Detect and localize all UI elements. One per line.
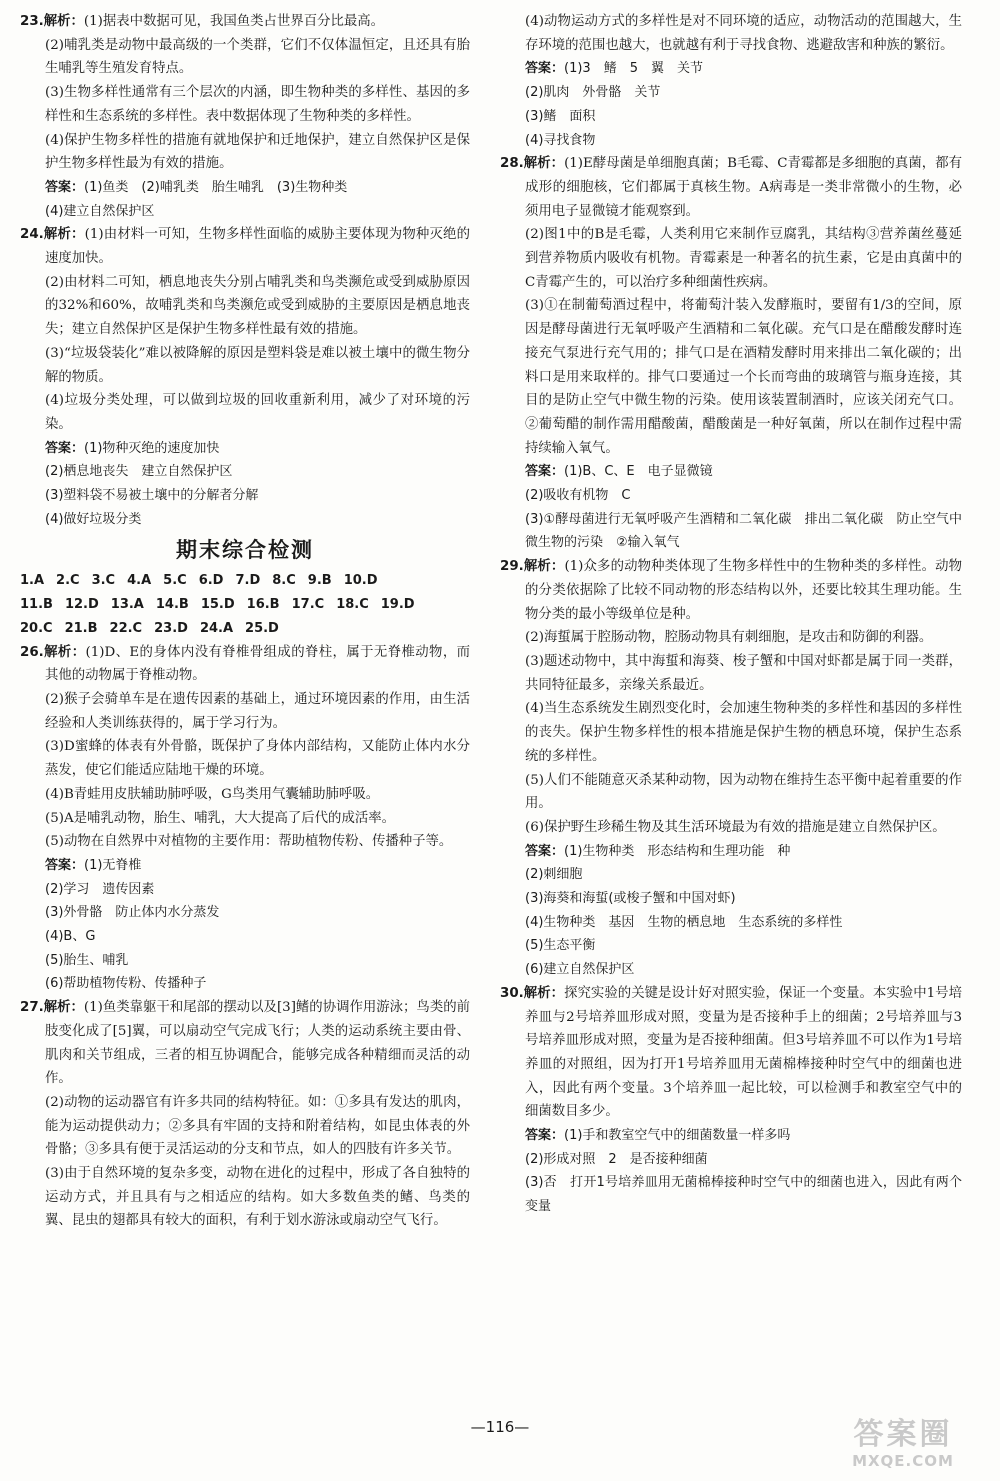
analysis-text: (2)猴子会骑单车是在遗传因素的基础上，通过环境因素的作用，由生活经验和人类训练获得的，属于学习行为。 [45, 691, 470, 731]
analysis-text: 探究实验的关键是设计好对照实验，保证一个变量。本实验中1号培养皿与2号培养皿形成对照，变量为是否接种手上的细菌；2号培养皿与3号培养皿形成对照，变量为是否接种细菌。但3号培养皿不可以作为1号培养皿的对照组，因为打开1号培养皿用无菌棉棒接种时空气中的细菌也进入，因此有两个变量。3个培养皿一起比较，可以检测手和教室空气中的细菌数目多少。 [525, 985, 962, 1120]
mc-answer: 14.B [155, 597, 189, 613]
watermark-text: 答案圈 [853, 1417, 953, 1452]
answer-label: 答案： [525, 1128, 565, 1144]
answer-text: (1)鱼类 (2)哺乳类 胎生哺乳 (3)生物种类 [84, 179, 348, 195]
analysis-text: (1)据表中数据可见，我国鱼类占世界百分比最高。 [83, 14, 385, 29]
analysis-text: (5)人们不能随意灭杀某种动物，因为动物在维持生态平衡中起着重要的作用。 [525, 772, 962, 812]
analysis-text: (2)海蜇属于腔肠动物，腔肠动物具有刺细胞，是攻击和防御的利器。 [525, 630, 933, 646]
analysis-label: 解析： [523, 559, 565, 575]
answer-label: 答案： [525, 464, 565, 480]
answer-text: (3)①酵母菌进行无氧呼吸产生酒精和二氧化碳 排出二氧化碳 防止空气中微生物的污染 ②输入氧气 [525, 511, 962, 551]
answer-text: (1)生物种类 形态结构和生理功能 种 [564, 843, 791, 859]
question-number: 28. [500, 156, 524, 172]
answer-text: (2)肌肉 外骨骼 关节 [525, 85, 661, 101]
answer-label: 答案： [45, 440, 85, 456]
mc-answer: 6.D [198, 573, 224, 589]
multiple-choice-answers-row-1 [20, 569, 470, 593]
analysis-text: (1)鱼类靠躯干和尾部的摆动以及[3]鳍的协调作用游泳；鸟类的前肢变化成了[5]翼，可以扇动空气完成飞行；人类的运动系统主要由骨、肌肉和关节组成，三者的相互协调配合，能够完成各种精细而灵活的动作。 [45, 1000, 470, 1087]
mc-answer: 25.D [245, 620, 279, 636]
mc-answer: 15.D [200, 597, 235, 613]
answer-text: (1)B、C、E 电子显微镜 [564, 464, 713, 480]
answer-text: (2)刺细胞 [525, 867, 583, 883]
analysis-text: (3)由于自然环境的复杂多变，动物在进化的过程中，形成了各自独特的运动方式，并且具有与之相适应的结构。如大多数鱼类的鳍、鸟类的翼、昆虫的翅都具有较大的面积，有利于划水游泳或扇动空气飞行。 [45, 1166, 470, 1229]
question-28 [500, 152, 962, 555]
question-number: 26. [20, 644, 44, 660]
mc-answer: 7.D [235, 573, 261, 589]
mc-answer: 13.A [110, 597, 144, 613]
analysis-label: 解析： [43, 14, 84, 29]
answer-text: (3)海葵和海蜇(或梭子蟹和中国对虾) [525, 891, 736, 907]
mc-answer: 19.D [380, 597, 415, 613]
answer-text: (3)外骨骼 防止体内水分蒸发 [45, 905, 220, 921]
analysis-text: (1)D、E的身体内没有脊椎骨组成的脊柱，属于无脊椎动物，而其他的动物属于脊椎动物。 [45, 644, 471, 684]
answer-text: (1)手和教室空气中的细菌数量一样多吗 [564, 1128, 791, 1144]
mc-answer: 21.B [64, 620, 98, 636]
mc-answer: 9.B [307, 573, 332, 589]
analysis-text: (4)保护生物多样性的措施有就地保护和迁地保护，建立自然保护区是保护生物多样性最为有效的措施。 [45, 132, 470, 172]
mc-answer: 4.A [127, 573, 152, 589]
answer-text: (2)栖息地丧失 建立自然保护区 [45, 464, 233, 480]
mc-answer: 11.B [20, 597, 53, 613]
analysis-text: (1)由材料一可知，生物多样性面临的威胁主要体现为物种灭绝的速度加快。 [45, 227, 471, 267]
section-title: 期末综合检测 [176, 538, 314, 563]
answer-label: 答案： [525, 61, 565, 77]
analysis-text: (3)D蜜蜂的体表有外骨骼，既保护了身体内部结构，又能防止体内水分蒸发，使它们能适应陆地干燥的环境。 [45, 739, 470, 779]
question-27-continued [500, 10, 962, 152]
analysis-text: (6)保护野生珍稀生物及其生活环境最为有效的措施是建立自然保护区。 [525, 819, 946, 835]
analysis-label: 解析： [523, 985, 565, 1001]
question-number: 27. [20, 1000, 44, 1016]
answer-text: (4)寻找食物 [525, 132, 596, 148]
answer-text: (5)生态平衡 [525, 938, 596, 954]
analysis-label: 解析： [43, 227, 85, 243]
analysis-text: (5)A是哺乳动物，胎生、哺乳，大大提高了后代的成活率。 [45, 810, 396, 826]
analysis-text: (3)题述动物中，其中海蜇和海葵、梭子蟹和中国对虾都是属于同一类群，共同特征最多，亲缘关系最近。 [525, 653, 962, 693]
analysis-text: (2)由材料二可知，栖息地丧失分别占哺乳类和鸟类濒危或受到威胁原因的32%和60%，故哺乳类和鸟类濒危或受到威胁的主要原因是栖息地丧失；建立自然保护区是保护生物多样性最有效的措施。 [45, 274, 470, 338]
answer-text: (6)帮助植物传粉、传播种子 [45, 976, 207, 992]
mc-answer: 10.D [343, 573, 378, 589]
analysis-text: (3)生物多样性通常有三个层次的内涵，即生物种类的多样性、基因的多样性和生态系统的多样性。表中数据体现了生物种类的多样性。 [45, 85, 470, 124]
analysis-text: (4)B青蛙用皮肤辅助肺呼吸，G鸟类用气囊辅助肺呼吸。 [45, 786, 380, 802]
answer-text: (3)否 打开1号培养皿用无菌棉棒接种时空气中的细菌也进入，因此有两个变量 [525, 1175, 962, 1215]
analysis-text: (1)E酵母菌是单细胞真菌；B毛霉、C青霉都是多细胞的真菌，都有成形的细胞核，它们都属于真核生物。A病毒是一类非常微小的生物，必须用电子显微镜才能观察到。 [525, 156, 963, 219]
answer-label: 答案： [45, 857, 85, 873]
mc-answer: 20.C [20, 620, 53, 636]
answer-label: 答案： [525, 843, 565, 859]
answer-text: (6)建立自然保护区 [525, 962, 635, 978]
analysis-text: (4)当生态系统发生剧烈变化时，会加速生物种类的多样性和基因的多样性的丧失。保护生物多样性的根本措施是保护生物的栖息环境，保护生态系统的多样性。 [525, 701, 962, 764]
answer-text: (3)鳍 面积 [525, 108, 596, 124]
answer-text: (2)学习 遗传因素 [45, 881, 155, 897]
analysis-text: (4)垃圾分类处理，可以做到垃圾的回收重新利用，减少了对环境的污染。 [45, 393, 470, 432]
multiple-choice-answers-row-3 [20, 617, 470, 641]
left-column [20, 10, 470, 1233]
mc-answer: 16.B [246, 597, 280, 613]
multiple-choice-answers-row-2 [20, 593, 470, 617]
site-watermark-logo [828, 1418, 978, 1476]
question-23 [20, 10, 470, 223]
mc-answer: 23.D [154, 620, 188, 636]
analysis-text: (5)动物在自然界中对植物的主要作用：帮助植物传粉、传播种子等。 [45, 834, 453, 850]
question-29 [500, 555, 962, 982]
right-column [500, 10, 962, 1219]
answer-text: (4)做好垃圾分类 [45, 511, 142, 527]
mc-answer: 8.C [272, 573, 296, 589]
answer-text: (1)无脊椎 [84, 857, 142, 873]
answer-text: (4)建立自然保护区 [45, 203, 155, 219]
analysis-label: 解析： [523, 156, 565, 172]
mc-answer: 5.C [163, 573, 187, 589]
mc-answer: 1.A [20, 573, 45, 589]
question-24 [20, 223, 470, 531]
analysis-text: (1)众多的动物种类体现了生物多样性中的生物种类的多样性。动物的分类依据除了比较不同动物的形态结构以外，还要比较其生理功能。生物分类的最小等级单位是种。 [525, 559, 963, 622]
answer-text: (1)3 鳍 5 翼 关节 [564, 61, 703, 77]
mc-answer: 24.A [199, 620, 234, 636]
mc-answer: 22.C [109, 620, 143, 636]
mc-answer: 17.C [291, 597, 325, 613]
answer-text: (2)形成对照 2 是否接种细菌 [525, 1151, 708, 1167]
answer-text: (3)塑料袋不易被土壤中的分解者分解 [45, 488, 259, 504]
analysis-label: 解析： [43, 1000, 84, 1016]
question-number: 24. [20, 227, 44, 243]
mc-answer: 18.C [336, 597, 369, 613]
question-26 [20, 641, 470, 997]
answer-text: (5)胎生、哺乳 [45, 952, 129, 968]
analysis-text: (2)图1中的B是毛霉，人类利用它来制作豆腐乳，其结构③营养菌丝蔓延到营养物质内吸收有机物。青霉素是一种著名的抗生素，它是由真菌中的C青霉产生的，可以治疗多种细菌性疾病。 [525, 227, 962, 290]
analysis-text: (4)动物运动方式的多样性是对不同环境的适应，动物活动的范围越大，生存环境的范围也越大，也就越有利于寻找食物、逃避敌害和种族的繁衍。 [525, 14, 962, 53]
answer-text: (2)吸收有机物 C [525, 488, 631, 504]
analysis-text: (2)动物的运动器官有许多共同的结构特征。如：①多具有发达的肌肉，能为运动提供动力；②多具有牢固的支持和附着结构，如昆虫体表的外骨骼；③多具有便于灵活运动的分支和节点，如人的四肢有许多关节。 [45, 1094, 470, 1158]
answer-label: 答案： [45, 179, 85, 195]
question-number: 30. [500, 985, 524, 1001]
answer-text: (4)B、G [45, 929, 96, 945]
mc-answer: 12.D [64, 597, 99, 613]
analysis-label: 解析： [43, 644, 86, 660]
answer-text: (1)物种灭绝的速度加快 [84, 440, 220, 456]
analysis-text: (3)①在制葡萄酒过程中，将葡萄汁装入发酵瓶时，要留有1/3的空间，原因是酵母菌进行无氧呼吸产生酒精和二氧化碳。充气口是在醋酸发酵时连接充气泵进行充气用的；排气口是在酒精发酵时用来排出二氧化碳的；出料口是用来取样的。排气口要通过一个长而弯曲的玻璃管与瓶身连接，其目的是防止空气中微生物的污染。使用该装置制酒时，应该关闭充气口。②葡萄醋的制作需用醋酸菌，醋酸菌是一种好氧菌，所以在制作过程中需持续输入氧气。 [525, 298, 962, 456]
mc-answer: 2.C [56, 573, 80, 589]
watermark-url: MXQE.COM [852, 1452, 954, 1470]
question-number: 23. [20, 14, 44, 29]
question-27 [20, 996, 470, 1233]
page-number: —116— [470, 1418, 530, 1436]
question-number: 29. [500, 559, 524, 575]
question-30 [500, 982, 962, 1219]
answer-text: (4)生物种类 基因 生物的栖息地 生态系统的多样性 [525, 914, 843, 930]
analysis-text: (3)“垃圾袋装化”难以被降解的原因是塑料袋是难以被土壤中的微生物分解的物质。 [45, 345, 470, 385]
analysis-text: (2)哺乳类是动物中最高级的一个类群，它们不仅体温恒定，且还具有胎生哺乳等生殖发育特点。 [45, 37, 470, 77]
mc-answer: 3.C [91, 573, 116, 589]
